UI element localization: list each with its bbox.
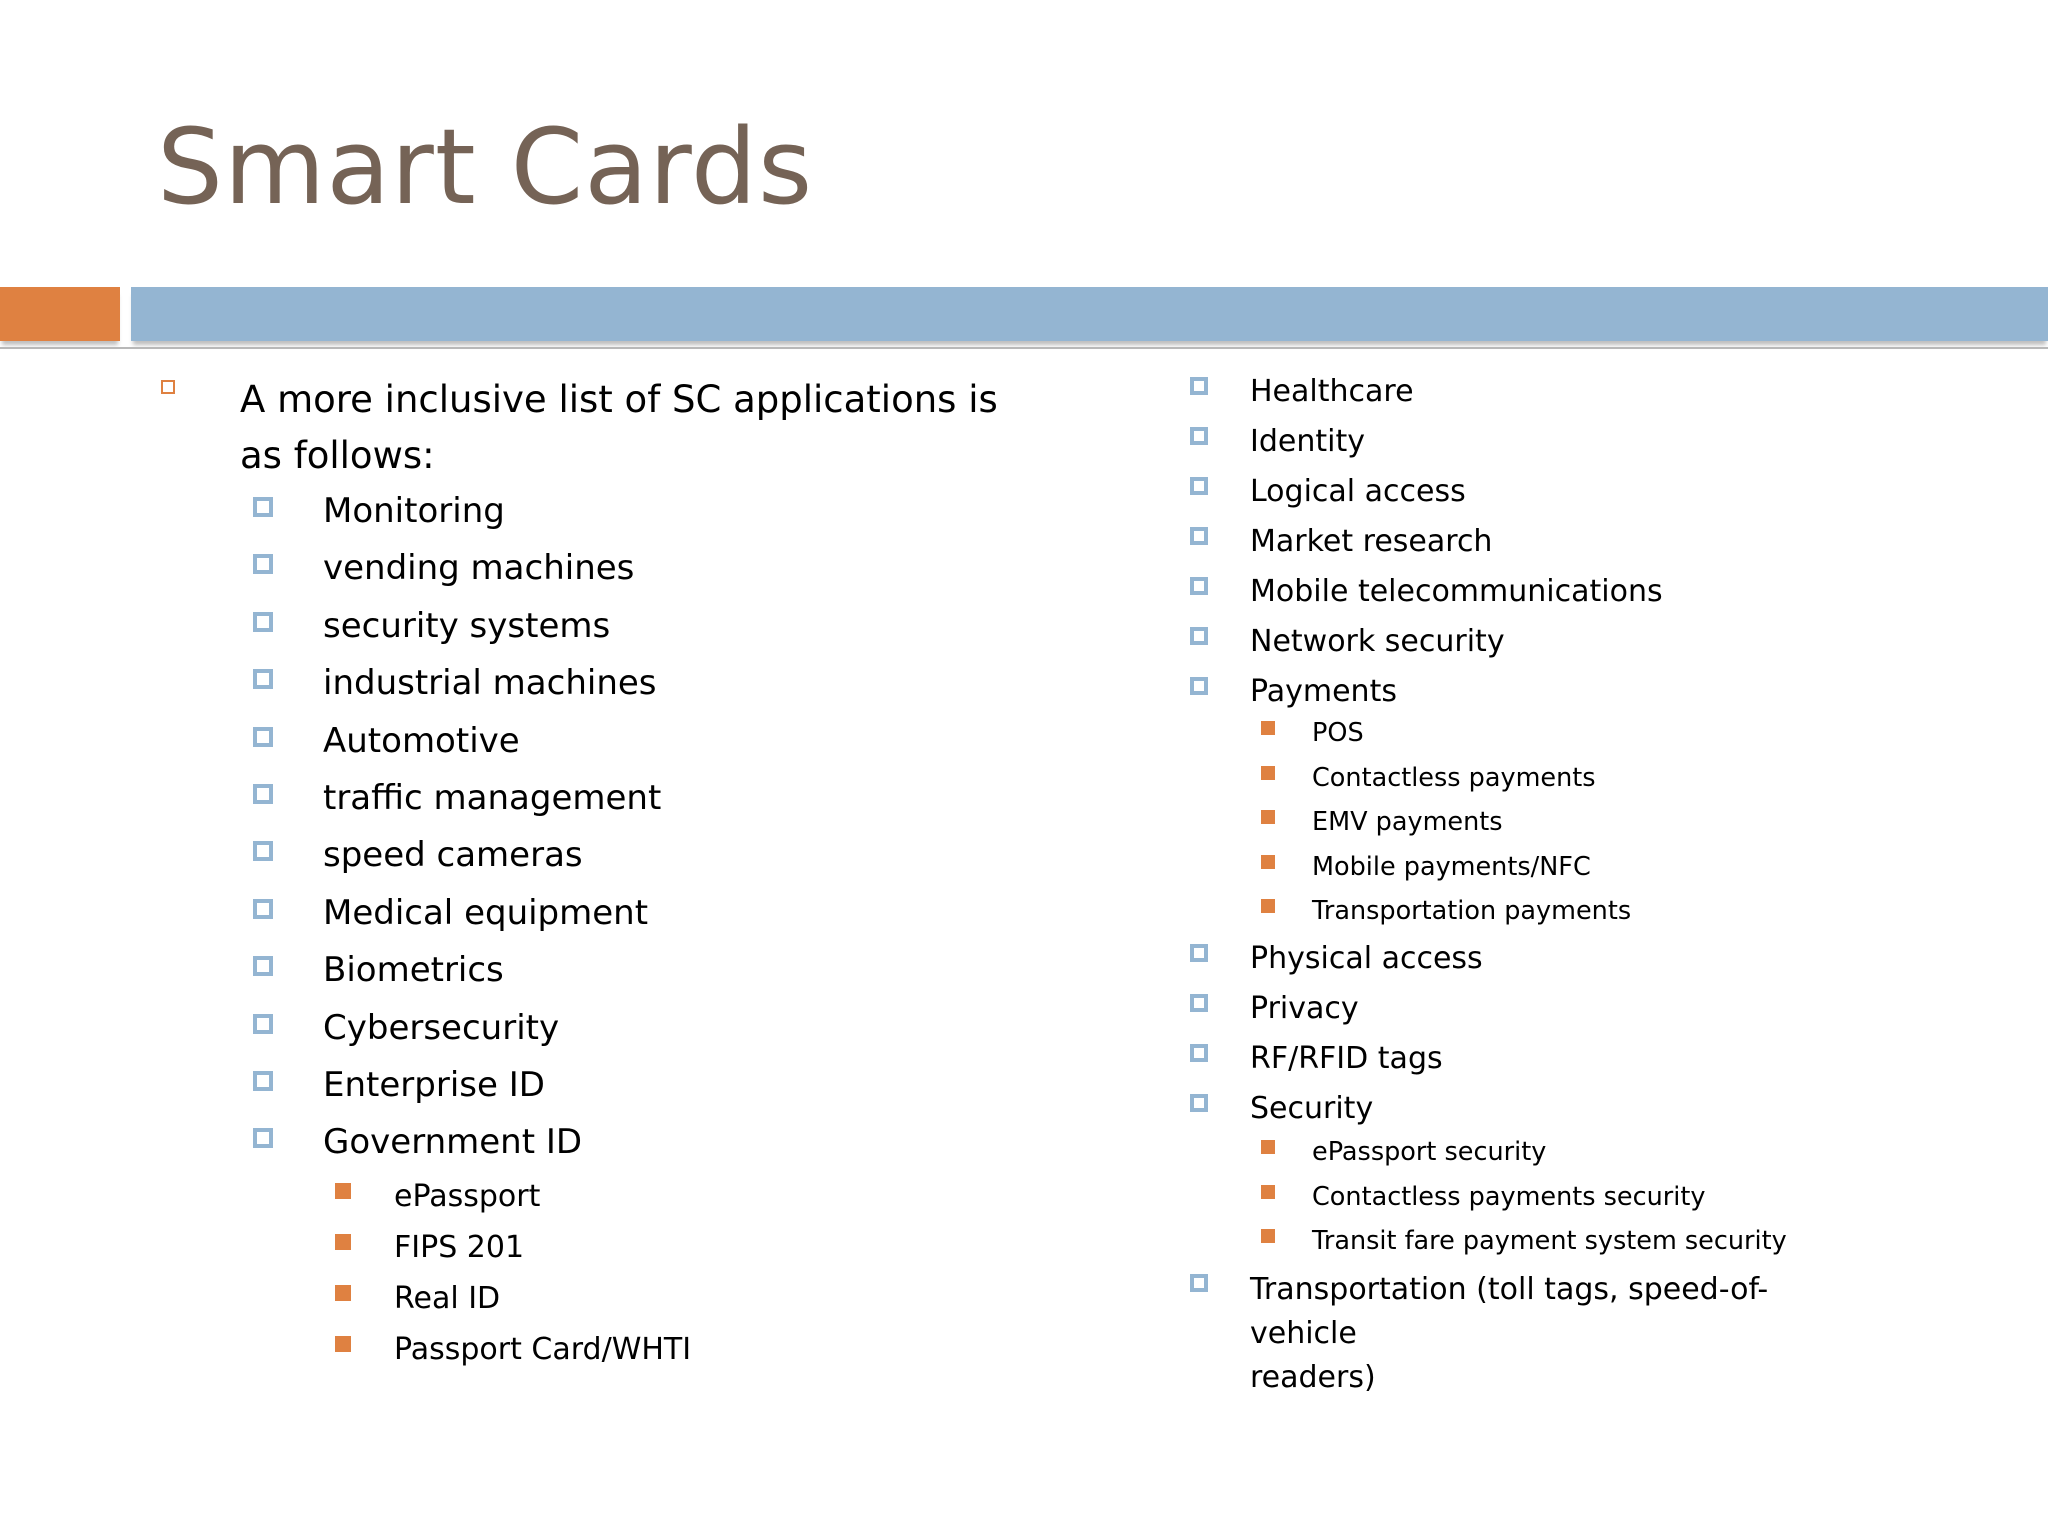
square-bullet-icon — [1190, 477, 1208, 495]
square-bullet-icon — [1190, 627, 1208, 645]
list-item-label: Identity — [1250, 424, 1365, 459]
list-item — [1188, 938, 1870, 988]
sublist-item — [1262, 1179, 1870, 1224]
square-bullet-icon — [1190, 677, 1208, 695]
intro-paragraph — [158, 372, 1018, 484]
sublist-item-label: Real ID — [394, 1281, 501, 1316]
sublist-item-label: FIPS 201 — [394, 1230, 525, 1265]
payments-sublist-wrapper — [1188, 715, 1870, 938]
square-bullet-icon — [253, 669, 273, 689]
sublist-item — [1262, 893, 1870, 938]
sublist-item-label: Transportation payments — [1312, 896, 1632, 927]
sublist-item — [1262, 715, 1870, 760]
square-bullet-icon — [253, 727, 273, 747]
square-bullet-icon — [1190, 377, 1208, 395]
square-bullet-icon — [253, 554, 273, 574]
list-item — [253, 831, 661, 888]
filled-square-bullet-icon — [1261, 899, 1275, 913]
list-item-label: Security — [1250, 1090, 1374, 1126]
square-bullet-icon — [1190, 994, 1208, 1012]
list-item — [1188, 371, 1870, 421]
square-bullet-icon — [1190, 527, 1208, 545]
right-application-list — [1188, 371, 1870, 1400]
list-item-label: vending machines — [323, 548, 635, 589]
sublist-item-label: Transit fare payment system security — [1312, 1226, 1787, 1257]
list-item — [1188, 671, 1870, 715]
sublist-item — [335, 1226, 691, 1277]
sublist-item — [1262, 804, 1870, 849]
list-item-label: Enterprise ID — [323, 1064, 545, 1105]
square-bullet-icon — [253, 784, 273, 804]
sublist-item-label: ePassport security — [1312, 1136, 1547, 1167]
hollow-square-bullet-icon — [161, 380, 175, 394]
list-item-label: Transportation (toll tags, speed-of-vehicle — [1250, 1271, 1769, 1351]
intro-text — [240, 372, 1018, 484]
sublist-item-label: EMV payments — [1312, 807, 1503, 838]
list-item-label: Government ID — [323, 1122, 583, 1163]
list-item — [1188, 521, 1870, 571]
filled-square-bullet-icon — [1261, 1140, 1275, 1154]
sublist-item — [335, 1328, 691, 1379]
list-item-label: Medical equipment — [323, 892, 649, 933]
sublist-item-label: POS — [1312, 718, 1364, 748]
title-rule-shadow — [0, 347, 2048, 349]
square-bullet-icon — [1190, 1044, 1208, 1062]
list-item — [1188, 1038, 1870, 1088]
slide-title: Smart Cards — [157, 106, 814, 228]
list-item — [253, 1061, 661, 1118]
sublist-item-label: Contactless payments — [1312, 762, 1596, 793]
filled-square-bullet-icon — [1261, 766, 1275, 780]
filled-square-bullet-icon — [335, 1183, 351, 1199]
list-item-label: Physical access — [1250, 940, 1483, 976]
list-item-label: security systems — [323, 605, 611, 646]
square-bullet-icon — [1190, 944, 1208, 962]
list-item-label: Market research — [1250, 524, 1493, 559]
square-bullet-icon — [253, 612, 273, 632]
list-item — [253, 659, 661, 716]
list-item-label: Healthcare — [1250, 374, 1414, 409]
list-item-label: industrial machines — [323, 663, 657, 704]
square-bullet-icon — [253, 1014, 273, 1034]
list-item — [253, 1118, 661, 1175]
list-item-label: RF/RFID tags — [1250, 1040, 1443, 1076]
list-item-label: traffic management — [323, 777, 662, 818]
sublist-item-label: Passport Card/WHTI — [394, 1332, 692, 1367]
filled-square-bullet-icon — [1261, 810, 1275, 824]
square-bullet-icon — [1190, 577, 1208, 595]
list-item — [1188, 1268, 1870, 1400]
list-item-label: Biometrics — [323, 950, 504, 991]
list-item — [253, 602, 661, 659]
sublist-item-label: Contactless payments security — [1312, 1181, 1706, 1212]
left-application-list — [253, 487, 661, 1176]
intro-line: as follows: — [240, 434, 435, 477]
filled-square-bullet-icon — [1261, 1229, 1275, 1243]
list-item — [253, 1004, 661, 1061]
list-item-label: Mobile telecommunications — [1250, 574, 1663, 609]
square-bullet-icon — [253, 841, 273, 861]
list-item — [253, 544, 661, 601]
sublist-item — [1262, 1134, 1870, 1179]
filled-square-bullet-icon — [1261, 721, 1275, 735]
list-item — [1188, 471, 1870, 521]
filled-square-bullet-icon — [335, 1234, 351, 1250]
list-item-label: Monitoring — [323, 491, 505, 531]
list-item-label: Logical access — [1250, 474, 1466, 509]
list-item-label: Payments — [1250, 674, 1397, 709]
square-bullet-icon — [253, 497, 273, 517]
security-sublist — [1262, 1134, 1870, 1268]
sublist-item — [1262, 1223, 1870, 1268]
list-item — [1188, 621, 1870, 671]
list-item — [1188, 1088, 1870, 1134]
filled-square-bullet-icon — [335, 1285, 351, 1301]
square-bullet-icon — [253, 899, 273, 919]
filled-square-bullet-icon — [1261, 1185, 1275, 1199]
square-bullet-icon — [253, 1128, 273, 1148]
list-item — [1188, 421, 1870, 471]
list-item — [253, 717, 661, 774]
list-item-label: Network security — [1250, 624, 1505, 659]
square-bullet-icon — [253, 1071, 273, 1091]
security-sublist-wrapper — [1188, 1134, 1870, 1268]
title-rule-bar — [131, 287, 2048, 341]
list-item — [253, 946, 661, 1003]
sublist-item — [335, 1277, 691, 1328]
list-item-label: readers) — [1250, 1359, 1376, 1395]
list-item — [1188, 571, 1870, 621]
square-bullet-icon — [1190, 1274, 1208, 1292]
list-item — [253, 487, 661, 544]
intro-line: A more inclusive list of SC applications is — [240, 378, 998, 421]
list-item-label: Automotive — [323, 720, 520, 761]
filled-square-bullet-icon — [335, 1336, 351, 1352]
list-item-label: Privacy — [1250, 990, 1359, 1026]
filled-square-bullet-icon — [1261, 855, 1275, 869]
list-item-label: speed cameras — [323, 835, 583, 876]
sublist-item-label: ePassport — [394, 1179, 541, 1214]
payments-sublist — [1262, 715, 1870, 938]
government-id-sublist — [335, 1175, 691, 1379]
title-accent-block — [0, 287, 120, 341]
square-bullet-icon — [253, 956, 273, 976]
sublist-item — [1262, 760, 1870, 805]
square-bullet-icon — [1190, 427, 1208, 445]
list-item-label: Cybersecurity — [323, 1007, 560, 1048]
sublist-item-label: Mobile payments/NFC — [1312, 851, 1591, 882]
square-bullet-icon — [1190, 1094, 1208, 1112]
sublist-item — [1262, 849, 1870, 894]
sublist-item — [335, 1175, 691, 1226]
list-item — [253, 889, 661, 946]
list-item — [253, 774, 661, 831]
list-item — [1188, 988, 1870, 1038]
